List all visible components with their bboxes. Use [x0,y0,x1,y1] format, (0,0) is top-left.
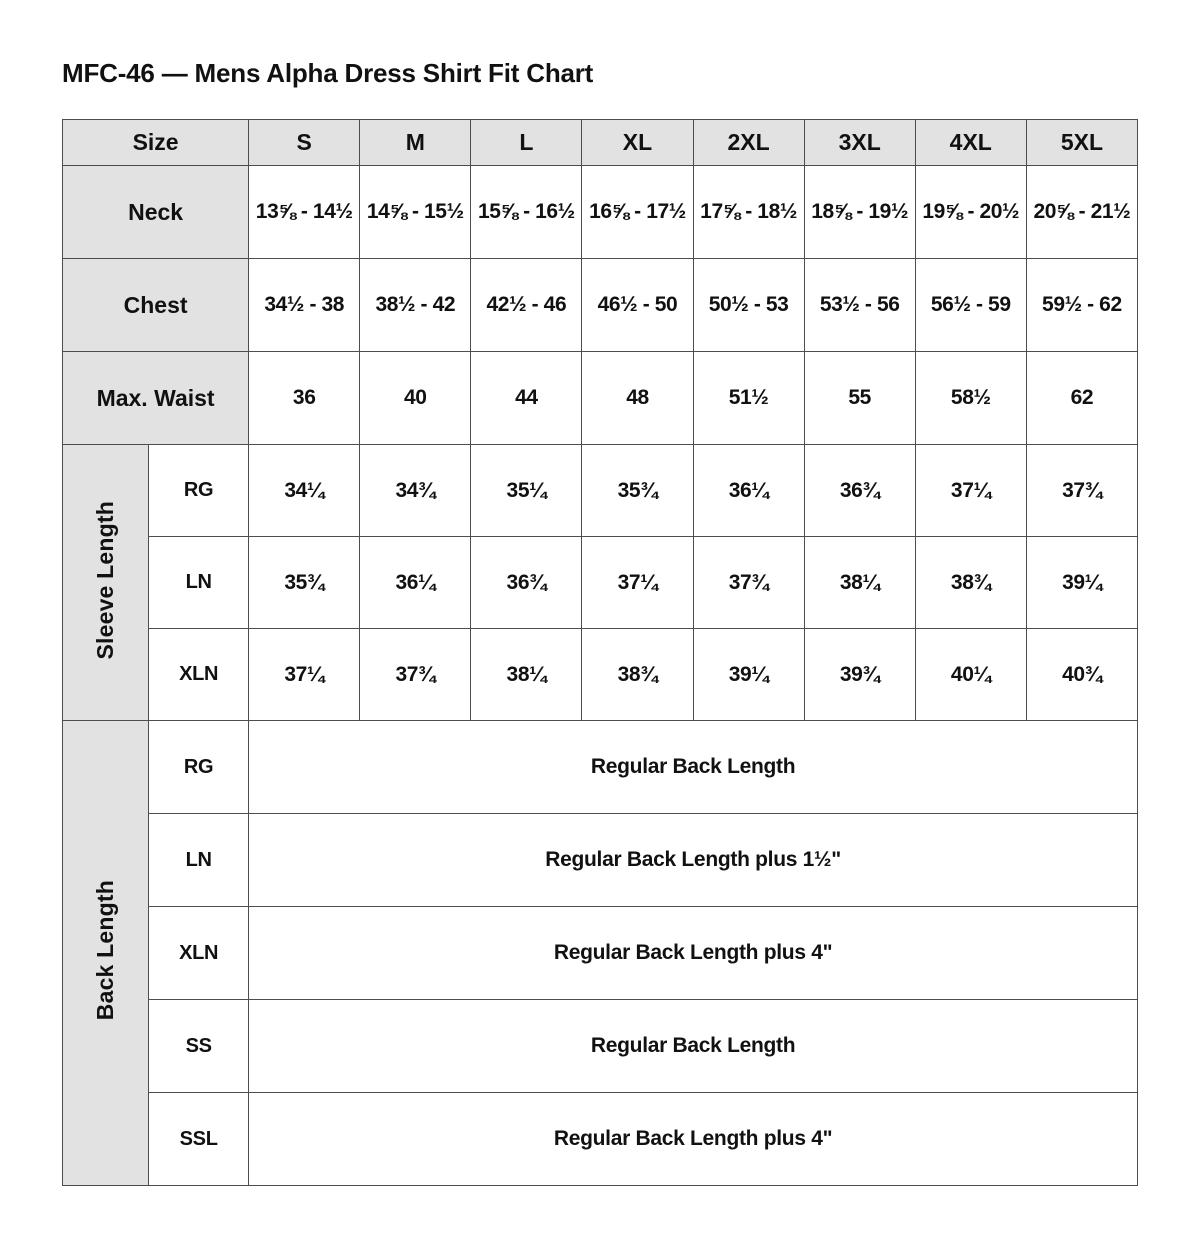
chest-row [63,259,1138,352]
neck-value-cell: 14⅝ - 15½ [360,166,471,259]
size-header-row [63,120,1138,166]
section-label-text: Sleeve Length [92,500,119,660]
neck-row [63,166,1138,259]
waist-value-cell: 48 [582,352,693,445]
row-label-max-waist: Max. Waist [63,352,249,445]
sleeve-xln-row [63,629,1138,721]
sleeve-rg-cell: 37¼ [915,445,1026,537]
fit-chart-table [62,119,1138,1186]
sleeve-sub-label-rg: RG [149,445,249,537]
size-header-cell: Size [63,120,249,166]
chest-value-cell: 34½ - 38 [249,259,360,352]
sleeve-xln-cell: 38¾ [582,629,693,721]
sleeve-ln-cell: 38¼ [804,537,915,629]
back-ssl-row [63,1093,1138,1186]
back-ln-row [63,814,1138,907]
back-sub-label-ln: LN [149,814,249,907]
max-waist-row [63,352,1138,445]
size-col-header: L [471,120,582,166]
section-label-sleeve-length [63,445,149,721]
sleeve-rg-cell: 37¾ [1026,445,1137,537]
chest-value-cell: 59½ - 62 [1026,259,1137,352]
chest-value-cell: 38½ - 42 [360,259,471,352]
back-xln-row [63,907,1138,1000]
sleeve-xln-cell: 38¼ [471,629,582,721]
chest-value-cell: 50½ - 53 [693,259,804,352]
back-ss-row [63,1000,1138,1093]
sleeve-rg-cell: 35¼ [471,445,582,537]
waist-value-cell: 58½ [915,352,1026,445]
back-xln-value: Regular Back Length plus 4" [249,907,1138,1000]
chest-value-cell: 46½ - 50 [582,259,693,352]
waist-value-cell: 44 [471,352,582,445]
sleeve-ln-cell: 37¼ [582,537,693,629]
sleeve-xln-cell: 40¼ [915,629,1026,721]
neck-value-cell: 18⅝ - 19½ [804,166,915,259]
sleeve-ln-cell: 37¾ [693,537,804,629]
sleeve-rg-cell: 36¾ [804,445,915,537]
size-col-header: 3XL [804,120,915,166]
row-label-chest: Chest [63,259,249,352]
size-col-header: 4XL [915,120,1026,166]
sleeve-rg-cell: 36¼ [693,445,804,537]
sleeve-xln-cell: 39¼ [693,629,804,721]
size-col-header: 5XL [1026,120,1137,166]
sleeve-xln-cell: 37¾ [360,629,471,721]
row-label-neck: Neck [63,166,249,259]
neck-value-cell: 15⅝ - 16½ [471,166,582,259]
sleeve-xln-cell: 40¾ [1026,629,1137,721]
sleeve-rg-row [63,445,1138,537]
sleeve-ln-row [63,537,1138,629]
neck-value-cell: 16⅝ - 17½ [582,166,693,259]
page-title: MFC-46 — Mens Alpha Dress Shirt Fit Chart [62,58,594,88]
back-rg-row [63,721,1138,814]
waist-value-cell: 40 [360,352,471,445]
chest-value-cell: 53½ - 56 [804,259,915,352]
neck-value-cell: 20⅝ - 21½ [1026,166,1137,259]
waist-value-cell: 51½ [693,352,804,445]
back-ssl-value: Regular Back Length plus 4" [249,1093,1138,1186]
waist-value-cell: 36 [249,352,360,445]
section-label-back-length [63,721,149,1186]
sleeve-xln-cell: 37¼ [249,629,360,721]
waist-value-cell: 55 [804,352,915,445]
sleeve-sub-label-xln: XLN [149,629,249,721]
sleeve-rg-cell: 34¼ [249,445,360,537]
back-sub-label-rg: RG [149,721,249,814]
back-ss-value: Regular Back Length [249,1000,1138,1093]
neck-value-cell: 13⅝ - 14½ [249,166,360,259]
sleeve-rg-cell: 34¾ [360,445,471,537]
sleeve-ln-cell: 36¾ [471,537,582,629]
size-col-header: 2XL [693,120,804,166]
sleeve-xln-cell: 39¾ [804,629,915,721]
size-col-header: XL [582,120,693,166]
neck-value-cell: 19⅝ - 20½ [915,166,1026,259]
back-ln-value: Regular Back Length plus 1½" [249,814,1138,907]
sleeve-rg-cell: 35¾ [582,445,693,537]
neck-value-cell: 17⅝ - 18½ [693,166,804,259]
sleeve-sub-label-ln: LN [149,537,249,629]
size-col-header: S [249,120,360,166]
chest-value-cell: 42½ - 46 [471,259,582,352]
back-sub-label-xln: XLN [149,907,249,1000]
back-sub-label-ss: SS [149,1000,249,1093]
waist-value-cell: 62 [1026,352,1137,445]
chest-value-cell: 56½ - 59 [915,259,1026,352]
back-rg-value: Regular Back Length [249,721,1138,814]
back-sub-label-ssl: SSL [149,1093,249,1186]
sleeve-ln-cell: 38¾ [915,537,1026,629]
sleeve-ln-cell: 39¼ [1026,537,1137,629]
sleeve-ln-cell: 36¼ [360,537,471,629]
size-col-header: M [360,120,471,166]
section-label-text: Back Length [92,880,119,1021]
sleeve-ln-cell: 35¾ [249,537,360,629]
